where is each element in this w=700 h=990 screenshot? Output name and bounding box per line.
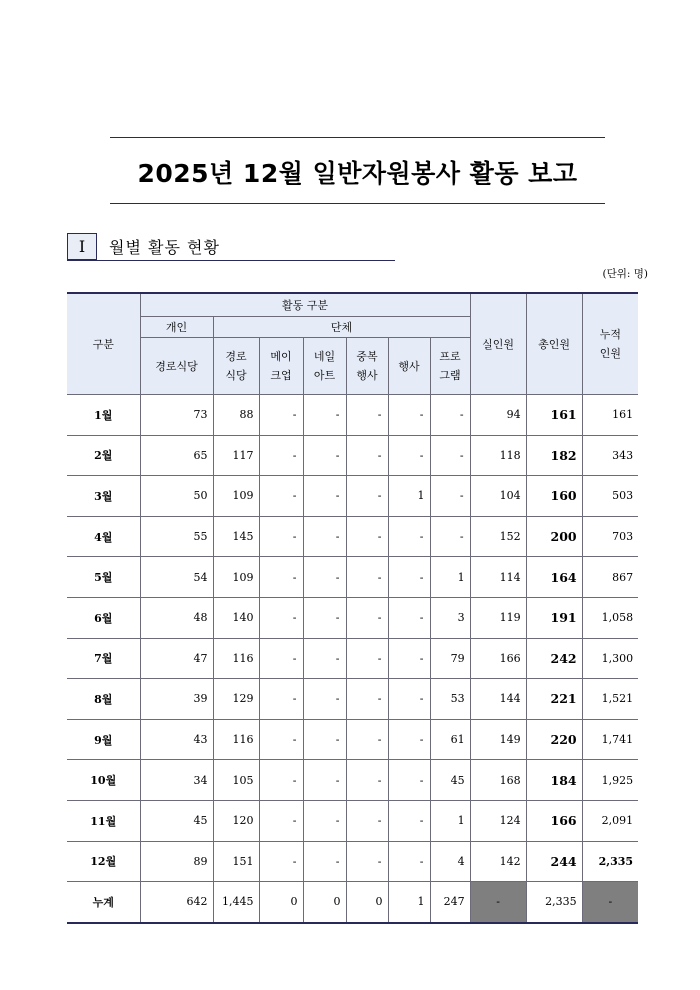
cell-event: - xyxy=(388,760,430,801)
page-title: 2025년 12월 일반자원봉사 활동 보고 xyxy=(137,159,578,188)
header-nailart: 네일 아트 xyxy=(303,338,346,395)
cell-ind-meal: 55 xyxy=(140,516,213,557)
cell-makeup: - xyxy=(259,476,303,517)
header-ind-meal: 경로식당 xyxy=(140,338,213,395)
row-label: 7월 xyxy=(67,638,140,679)
cell-total: 2,335 xyxy=(526,882,582,923)
row-label: 3월 xyxy=(67,476,140,517)
cell-grp-meal: 105 xyxy=(213,760,259,801)
unit-note: (단위: 명) xyxy=(602,268,648,280)
cell-actual: 119 xyxy=(470,597,526,638)
cell-cumulative: 1,300 xyxy=(582,638,638,679)
row-label: 12월 xyxy=(67,841,140,882)
cell-makeup: - xyxy=(259,800,303,841)
cell-cumulative: 703 xyxy=(582,516,638,557)
row-label: 9월 xyxy=(67,719,140,760)
cell-nailart: - xyxy=(303,597,346,638)
cell-total: 242 xyxy=(526,638,582,679)
header-event: 행사 xyxy=(388,338,430,395)
table-row xyxy=(67,435,638,476)
cell-program: 4 xyxy=(430,841,470,882)
header-makeup: 메이 크업 xyxy=(259,338,303,395)
row-label: 1월 xyxy=(67,395,140,436)
cell-cumulative: - xyxy=(582,882,638,923)
table-row xyxy=(67,395,638,436)
cell-ind-meal: 47 xyxy=(140,638,213,679)
cell-program: 1 xyxy=(430,800,470,841)
cell-makeup: 0 xyxy=(259,882,303,923)
cell-event: - xyxy=(388,557,430,598)
header-total: 총인원 xyxy=(526,293,582,395)
cell-actual: 124 xyxy=(470,800,526,841)
cell-grp-meal: 116 xyxy=(213,638,259,679)
table-row xyxy=(67,679,638,720)
cell-overlap: - xyxy=(346,476,388,517)
cell-overlap: - xyxy=(346,719,388,760)
cell-program: 53 xyxy=(430,679,470,720)
cell-event: - xyxy=(388,597,430,638)
table-row xyxy=(67,476,638,517)
cell-ind-meal: 73 xyxy=(140,395,213,436)
cell-cumulative: 1,925 xyxy=(582,760,638,801)
cell-nailart: - xyxy=(303,557,346,598)
cell-grp-meal: 140 xyxy=(213,597,259,638)
cell-program: - xyxy=(430,516,470,557)
cell-program: 45 xyxy=(430,760,470,801)
cell-nailart: - xyxy=(303,638,346,679)
cell-event: - xyxy=(388,679,430,720)
cell-program: 61 xyxy=(430,719,470,760)
cell-nailart: - xyxy=(303,435,346,476)
cell-ind-meal: 89 xyxy=(140,841,213,882)
cell-cumulative: 867 xyxy=(582,557,638,598)
cell-total: 220 xyxy=(526,719,582,760)
monthly-activity-table xyxy=(67,292,638,924)
cell-ind-meal: 43 xyxy=(140,719,213,760)
cell-makeup: - xyxy=(259,638,303,679)
header-program: 프로 그램 xyxy=(430,338,470,395)
cell-actual: 166 xyxy=(470,638,526,679)
cell-actual: 168 xyxy=(470,760,526,801)
cell-total: 244 xyxy=(526,841,582,882)
cell-overlap: - xyxy=(346,800,388,841)
cell-overlap: - xyxy=(346,395,388,436)
table-row xyxy=(67,719,638,760)
cell-overlap: - xyxy=(346,841,388,882)
header-overlap: 중복 행사 xyxy=(346,338,388,395)
cell-overlap: - xyxy=(346,516,388,557)
row-label: 5월 xyxy=(67,557,140,598)
cell-makeup: - xyxy=(259,597,303,638)
cell-cumulative: 1,741 xyxy=(582,719,638,760)
cell-overlap: - xyxy=(346,638,388,679)
header-activity-group: 활동 구분 xyxy=(140,293,470,317)
cell-program: - xyxy=(430,395,470,436)
cell-program: 79 xyxy=(430,638,470,679)
cell-makeup: - xyxy=(259,395,303,436)
header-grp-meal: 경로 식당 xyxy=(213,338,259,395)
cell-makeup: - xyxy=(259,760,303,801)
cell-nailart: - xyxy=(303,841,346,882)
cell-program: 1 xyxy=(430,557,470,598)
cell-nailart: 0 xyxy=(303,882,346,923)
cell-makeup: - xyxy=(259,557,303,598)
cell-makeup: - xyxy=(259,841,303,882)
cell-overlap: - xyxy=(346,597,388,638)
cell-grp-meal: 120 xyxy=(213,800,259,841)
row-label: 누계 xyxy=(67,882,140,923)
table-row xyxy=(67,516,638,557)
cell-grp-meal: 117 xyxy=(213,435,259,476)
cell-actual: - xyxy=(470,882,526,923)
cell-event: - xyxy=(388,638,430,679)
header-group: 단체 xyxy=(213,317,470,338)
cell-cumulative: 2,335 xyxy=(582,841,638,882)
cell-ind-meal: 65 xyxy=(140,435,213,476)
cell-total: 161 xyxy=(526,395,582,436)
row-label: 10월 xyxy=(67,760,140,801)
cell-actual: 144 xyxy=(470,679,526,720)
cell-total: 221 xyxy=(526,679,582,720)
cell-event: - xyxy=(388,719,430,760)
cell-makeup: - xyxy=(259,516,303,557)
cell-makeup: - xyxy=(259,719,303,760)
cell-grp-meal: 109 xyxy=(213,557,259,598)
table-row xyxy=(67,800,638,841)
cell-event: 1 xyxy=(388,476,430,517)
cell-grp-meal: 145 xyxy=(213,516,259,557)
cell-ind-meal: 54 xyxy=(140,557,213,598)
cell-actual: 152 xyxy=(470,516,526,557)
cell-program: 3 xyxy=(430,597,470,638)
cell-nailart: - xyxy=(303,395,346,436)
table-row xyxy=(67,597,638,638)
cell-actual: 142 xyxy=(470,841,526,882)
row-label: 8월 xyxy=(67,679,140,720)
table-row xyxy=(67,841,638,882)
header-actual: 실인원 xyxy=(470,293,526,395)
cell-overlap: 0 xyxy=(346,882,388,923)
cell-nailart: - xyxy=(303,719,346,760)
cell-program: - xyxy=(430,435,470,476)
table-row xyxy=(67,557,638,598)
cell-total: 166 xyxy=(526,800,582,841)
cell-event: - xyxy=(388,435,430,476)
cell-total: 200 xyxy=(526,516,582,557)
cell-overlap: - xyxy=(346,760,388,801)
cell-actual: 114 xyxy=(470,557,526,598)
cell-grp-meal: 151 xyxy=(213,841,259,882)
cell-actual: 104 xyxy=(470,476,526,517)
cell-nailart: - xyxy=(303,679,346,720)
cell-event: - xyxy=(388,841,430,882)
cell-ind-meal: 50 xyxy=(140,476,213,517)
table-row xyxy=(67,760,638,801)
cell-actual: 149 xyxy=(470,719,526,760)
cell-event: - xyxy=(388,516,430,557)
row-label: 4월 xyxy=(67,516,140,557)
header-individual: 개인 xyxy=(140,317,213,338)
cell-cumulative: 343 xyxy=(582,435,638,476)
cell-ind-meal: 45 xyxy=(140,800,213,841)
cell-makeup: - xyxy=(259,435,303,476)
table-row xyxy=(67,638,638,679)
cell-ind-meal: 34 xyxy=(140,760,213,801)
cell-program: 247 xyxy=(430,882,470,923)
section-number: Ⅰ xyxy=(67,233,97,260)
cell-actual: 118 xyxy=(470,435,526,476)
cell-grp-meal: 116 xyxy=(213,719,259,760)
cell-total: 182 xyxy=(526,435,582,476)
cell-cumulative: 1,521 xyxy=(582,679,638,720)
cell-nailart: - xyxy=(303,760,346,801)
cell-grp-meal: 1,445 xyxy=(213,882,259,923)
row-label: 6월 xyxy=(67,597,140,638)
cell-grp-meal: 88 xyxy=(213,395,259,436)
cell-total: 191 xyxy=(526,597,582,638)
cell-cumulative: 503 xyxy=(582,476,638,517)
cell-makeup: - xyxy=(259,679,303,720)
header-category: 구분 xyxy=(67,293,140,395)
cell-grp-meal: 109 xyxy=(213,476,259,517)
section-title: 월별 활동 현황 xyxy=(109,238,220,257)
cell-cumulative: 2,091 xyxy=(582,800,638,841)
cell-actual: 94 xyxy=(470,395,526,436)
table-row xyxy=(67,882,638,923)
header-cumulative: 누적 인원 xyxy=(582,293,638,395)
cell-ind-meal: 48 xyxy=(140,597,213,638)
cell-total: 184 xyxy=(526,760,582,801)
title-box xyxy=(110,137,605,204)
cell-event: 1 xyxy=(388,882,430,923)
cell-overlap: - xyxy=(346,557,388,598)
cell-nailart: - xyxy=(303,476,346,517)
row-label: 2월 xyxy=(67,435,140,476)
cell-overlap: - xyxy=(346,679,388,720)
cell-ind-meal: 39 xyxy=(140,679,213,720)
cell-cumulative: 1,058 xyxy=(582,597,638,638)
cell-event: - xyxy=(388,800,430,841)
cell-cumulative: 161 xyxy=(582,395,638,436)
cell-total: 164 xyxy=(526,557,582,598)
cell-program: - xyxy=(430,476,470,517)
cell-nailart: - xyxy=(303,800,346,841)
cell-total: 160 xyxy=(526,476,582,517)
row-label: 11월 xyxy=(67,800,140,841)
cell-nailart: - xyxy=(303,516,346,557)
cell-overlap: - xyxy=(346,435,388,476)
cell-grp-meal: 129 xyxy=(213,679,259,720)
cell-event: - xyxy=(388,395,430,436)
section-heading xyxy=(67,233,395,261)
cell-ind-meal: 642 xyxy=(140,882,213,923)
